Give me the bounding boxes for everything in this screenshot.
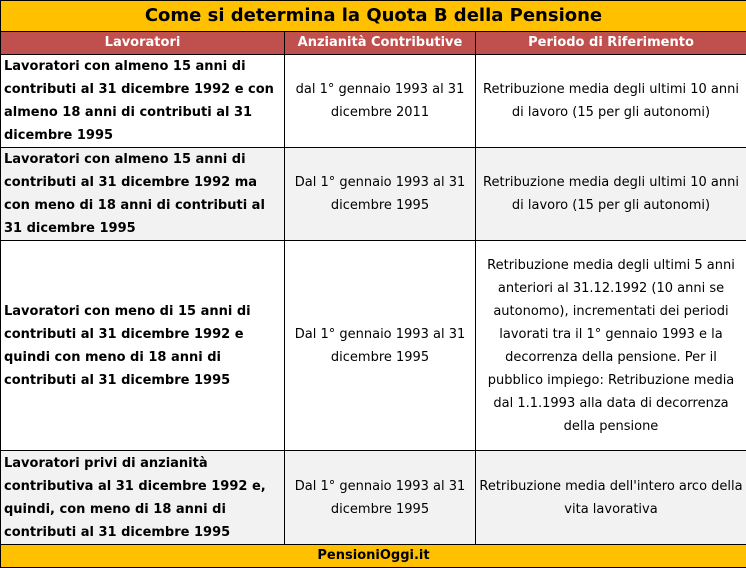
cell-lavoratori: Lavoratori privi di anzianità contributiva al 31 dicembre 1992 e, quindi, con meno di 18 anni di contributi al 31 dicembre 1995 <box>1 451 285 545</box>
cell-lavoratori: Lavoratori con meno di 15 anni di contributi al 31 dicembre 1992 e quindi con meno di 18 anni di contributi al 31 dicembre 1995 <box>1 241 285 451</box>
table-row <box>1 148 746 241</box>
header-lavoratori: Lavoratori <box>1 32 285 55</box>
cell-periodo: Retribuzione media degli ultimi 10 anni di lavoro (15 per gli autonomi) <box>476 148 746 241</box>
cell-periodo: Retribuzione media degli ultimi 10 anni di lavoro (15 per gli autonomi) <box>476 55 746 148</box>
header-periodo: Periodo di Riferimento <box>476 32 746 55</box>
cell-anzianita: Dal 1° gennaio 1993 al 31 dicembre 1995 <box>285 148 476 241</box>
cell-anzianita: dal 1° gennaio 1993 al 31 dicembre 2011 <box>285 55 476 148</box>
cell-periodo: Retribuzione media degli ultimi 5 anni anteriori al 31.12.1992 (10 anni se autonomo), incrementati dei periodi lavorati tra il 1° gennaio 1993 e la decorrenza della pensione. Per il pubblico impiego: Retribuzione media dal 1.1.1993 alla data di decorrenza della pensione <box>476 241 746 451</box>
cell-anzianita: Dal 1° gennaio 1993 al 31 dicembre 1995 <box>285 241 476 451</box>
cell-periodo: Retribuzione media dell'intero arco della vita lavorativa <box>476 451 746 545</box>
table-title: Come si determina la Quota B della Pensione <box>1 1 746 32</box>
cell-lavoratori: Lavoratori con almeno 15 anni di contributi al 31 dicembre 1992 e con almeno 18 anni di contributi al 31 dicembre 1995 <box>1 55 285 148</box>
cell-lavoratori: Lavoratori con almeno 15 anni di contributi al 31 dicembre 1992 ma con meno di 18 anni di contributi al 31 dicembre 1995 <box>1 148 285 241</box>
table-row <box>1 451 746 545</box>
table-row <box>1 241 746 451</box>
footer-source: PensioniOggi.it <box>1 545 746 568</box>
cell-anzianita: Dal 1° gennaio 1993 al 31 dicembre 1995 <box>285 451 476 545</box>
table-row <box>1 55 746 148</box>
header-anzianita: Anzianità Contributive <box>285 32 476 55</box>
